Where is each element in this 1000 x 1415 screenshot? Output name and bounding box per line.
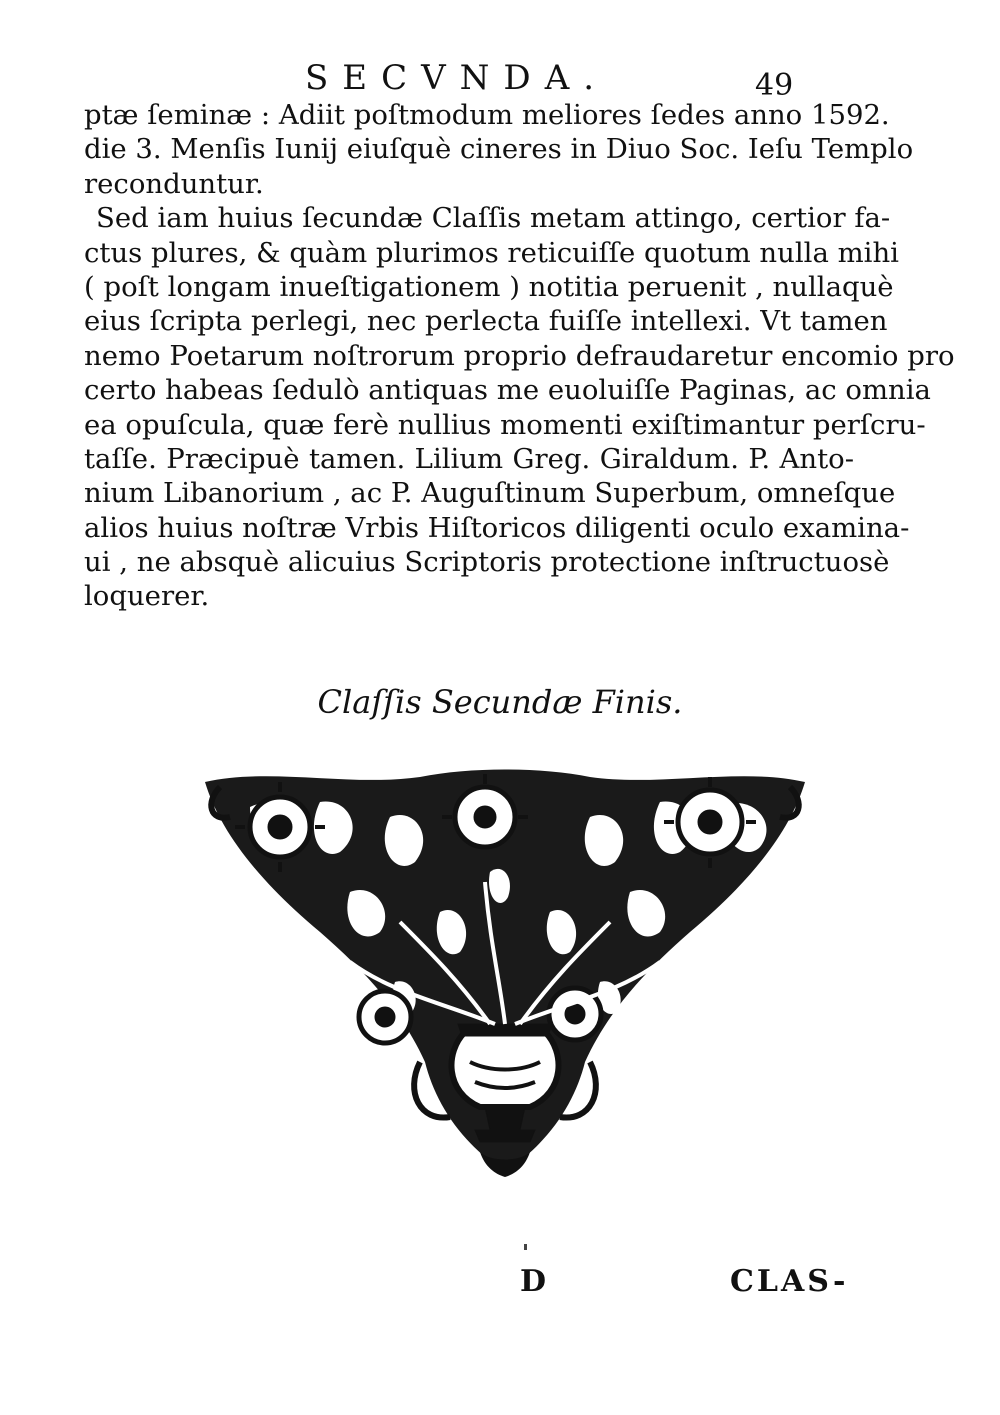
text-line: ctus plures, & quàm plurimos reticuiſſe quotum nulla mihi — [84, 236, 899, 269]
text-line: alios huius noſtræ Vrbis Hiſtoricos diligenti oculo examina- — [84, 511, 910, 544]
text-line: ea opuſcula, quæ ferè nullius momenti exiſtimantur perſcru- — [84, 408, 926, 441]
running-head — [0, 58, 1000, 103]
text-line: nemo Poetarum noſtrorum proprio defraudaretur encomio pro — [84, 339, 955, 372]
body-text — [84, 98, 955, 614]
catchword: CLAS- — [730, 1264, 849, 1299]
text-line: ( poſt longam inueſtigationem ) notitia peruenit , nullaquè — [84, 270, 894, 303]
floral-vase-tailpiece-icon — [190, 762, 820, 1182]
text-line: ptæ ſeminæ : Adiit poſtmodum meliores ſedes anno 1592. — [84, 99, 890, 131]
ink-speck — [524, 1244, 527, 1250]
text-line: die 3. Menſis Iunij eiuſquè cineres in Diuo Soc. Ieſu Templo — [84, 133, 914, 166]
section-end-title: Claſſis Secundæ Finis. — [317, 683, 683, 721]
text-line: reconduntur. — [84, 167, 264, 200]
text-line: certo habeas ſedulò antiquas me euoluiſſe Paginas, ac omnia — [84, 374, 931, 407]
running-title: SECVNDA. — [305, 58, 609, 98]
text-line: nium Libanorium , ac P. Auguſtinum Superbum, omneſque — [84, 477, 896, 510]
text-line: loquerer. — [84, 580, 210, 613]
signature-mark: D — [520, 1264, 547, 1299]
text-line: Sed iam huius ſecundæ Claſſis metam attingo, certior fa- — [96, 202, 891, 235]
text-line: taſſe. Præcipuè tamen. Lilium Greg. Giraldum. P. Anto- — [84, 442, 854, 475]
page-number: 49 — [755, 68, 794, 103]
text-line: eius ſcripta perlegi, nec perlecta fuiſſe intellexi. Vt tamen — [84, 305, 888, 338]
text-line: ui , ne absquè alicuius Scriptoris protectione inſtructuosè — [84, 546, 890, 579]
